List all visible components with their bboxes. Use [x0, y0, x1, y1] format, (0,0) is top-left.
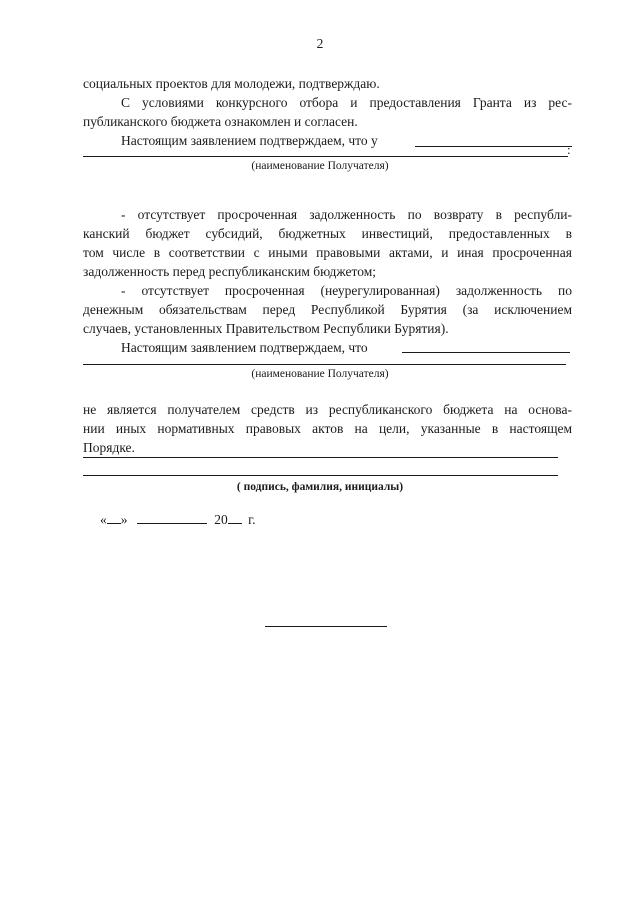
caption-recipient-name-2: (наименование Получателя) — [251, 368, 389, 380]
date-day-blank — [107, 511, 121, 524]
bullet-1-line-1: - отсутствует просроченная задолженность по возврату в республи- — [121, 207, 572, 222]
bullet-2-line-1: - отсутствует просроченная (неурегулированная) задолженность по — [121, 283, 572, 298]
page-number: 2 — [316, 36, 324, 51]
paragraph-1: социальных проектов для молодежи, подтверждаю. — [83, 76, 380, 91]
paragraph-2-line-1: С условиями конкурсного отбора и предоставления Гранта из рес- — [121, 95, 572, 110]
recipient-fill-line-4 — [83, 364, 566, 365]
caption-recipient-name-1: (наименование Получателя) — [251, 160, 389, 172]
end-rule — [265, 626, 387, 627]
bullet-2-line-2: денежным обязательствам перед Республикой Бурятия (за исключением — [83, 302, 572, 317]
recipient-fill-line-3 — [402, 352, 570, 353]
bullet-1-line-4: задолженность перед республиканским бюджетом; — [83, 264, 377, 279]
paragraph-2-line-2: публиканского бюджета ознакомлен и согласен. — [83, 114, 358, 129]
date-quote-close: » — [120, 512, 128, 527]
signature-line-1 — [83, 457, 558, 458]
date-line — [100, 511, 256, 528]
paragraph-4: Настоящим заявлением подтверждаем, что — [121, 340, 368, 355]
caption-signature: ( подпись, фамилия, инициалы) — [236, 481, 404, 493]
bullet-2-line-3: случаев, установленных Правительством Республики Бурятия). — [83, 321, 449, 336]
paragraph-5-line-1: не является получателем средств из республиканского бюджета на основа- — [83, 402, 572, 417]
paragraph-3: Настоящим заявлением подтверждаем, что у — [121, 133, 378, 148]
recipient-fill-line-1 — [415, 146, 572, 147]
bullet-1-line-3: том числе в соответствии с иными правовыми актами, и иная просроченная — [83, 245, 572, 260]
bullet-1-line-2: канский бюджет субсидий, бюджетных инвестиций, предоставленных в — [83, 226, 572, 241]
date-quote-open: « — [100, 512, 107, 527]
paragraph-5-line-2: нии иных нормативных правовых актов на цели, указанные в настоящем — [83, 421, 572, 436]
date-year-suffix: г. — [248, 512, 256, 527]
signature-line-2 — [83, 475, 558, 476]
paragraph-5-line-3: Порядке. — [83, 440, 135, 455]
date-year-prefix: 20 — [214, 512, 228, 527]
fill-line-colon: : — [567, 142, 571, 157]
date-month-blank — [137, 511, 207, 524]
date-year-blank — [228, 511, 242, 524]
recipient-fill-line-2 — [83, 156, 568, 157]
